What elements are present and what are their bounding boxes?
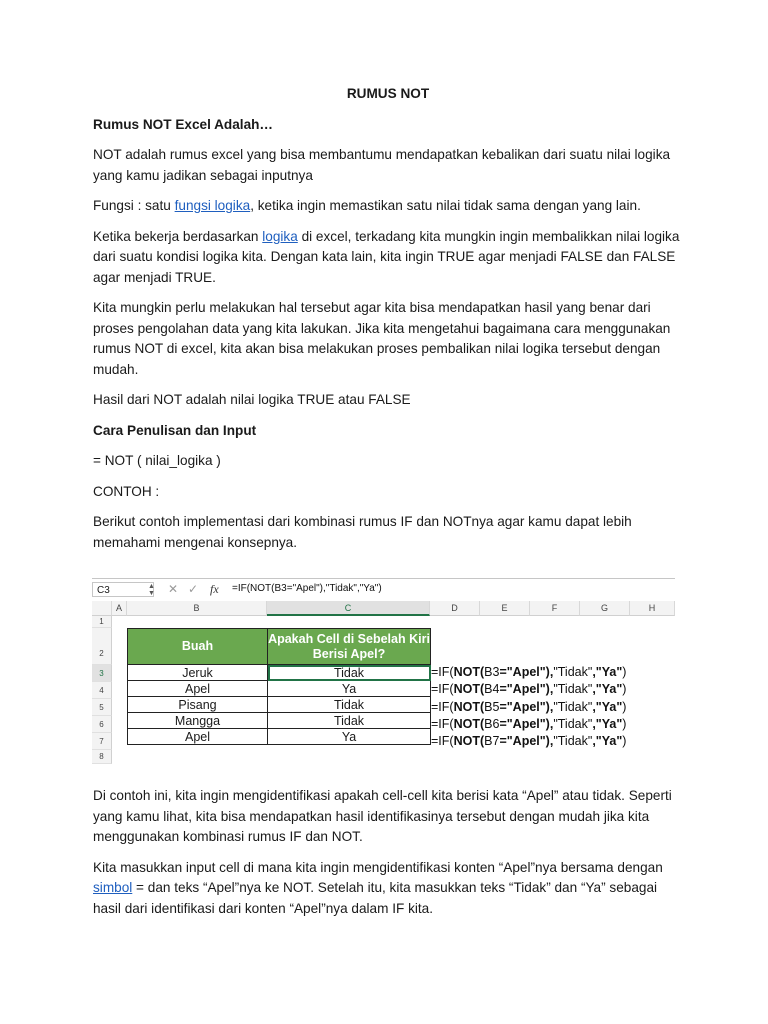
text-fragment: Kita masukkan input cell di mana kita ingin mengidentifikasi konten “Apel”nya bersama dengan <box>93 859 663 875</box>
paragraph-example-explain: Di contoh ini, kita ingin mengidentifikasi apakah cell-cell kita berisi kata “Apel” atau tidak. Seperti yang kamu lihat, kita bisa mendapatkan hasil identifikasinya tersebut dengan mudah jika kita menggunakan kombinasi rumus IF dan NOT. <box>93 788 672 844</box>
link-fungsi-logika[interactable]: fungsi logika <box>174 198 251 213</box>
formula-token: NOT( <box>453 734 485 749</box>
formula-token: NOT( <box>453 682 485 697</box>
formula-token: ="Apel") <box>499 716 550 731</box>
formula-token: NOT( <box>453 716 485 731</box>
cell-buah[interactable]: Mangga <box>128 713 268 729</box>
excel-screenshot <box>92 578 675 766</box>
formula-token: =IF( <box>431 734 454 749</box>
select-all-corner[interactable] <box>92 601 112 616</box>
example-label: CONTOH : <box>93 483 160 499</box>
cell-hasil[interactable]: Tidak <box>268 713 431 729</box>
formula-token: ) <box>622 682 627 697</box>
formula-token: ="Apel") <box>499 682 550 697</box>
formula-token: NOT( <box>453 665 485 679</box>
text-fragment: di excel, terkadang kita mungkin ingin membalikkan nilai logika dari suatu kondisi logika kita. Dengan kata lain, kita ingin TRUE agar menjadi FALSE dan FALSE agar menjadi TRUE. <box>93 228 680 285</box>
formula-token: "Ya" <box>595 734 623 749</box>
formula-token: "Tidak" <box>553 682 593 697</box>
formula-annotation-row <box>431 716 626 733</box>
formula-token: =IF( <box>431 716 454 731</box>
formula-token: =IF( <box>431 699 454 714</box>
formula-token: , <box>549 699 554 714</box>
formula-token: "Ya" <box>595 716 623 731</box>
column-header-d[interactable]: D <box>430 601 480 616</box>
formula-annotation-row <box>431 681 626 698</box>
formula-token: "Ya" <box>595 699 623 714</box>
header-question[interactable]: Apakah Cell di Sebelah Kiri Berisi Apel? <box>268 629 431 665</box>
formula-token: , <box>549 665 554 679</box>
table-row <box>128 665 431 681</box>
column-header-a[interactable]: A <box>112 601 127 616</box>
formula-token: "Tidak" <box>553 665 593 679</box>
formula-token: ) <box>622 699 627 714</box>
header-buah[interactable]: Buah <box>128 629 268 665</box>
name-box[interactable]: C3 <box>92 582 154 597</box>
formula-token: B6 <box>484 716 500 731</box>
column-header-b[interactable]: B <box>127 601 267 616</box>
formula-token: B4 <box>484 682 500 697</box>
formula-token: ) <box>622 734 627 749</box>
paragraph-result: Hasil dari NOT adalah nilai logika TRUE atau FALSE <box>93 392 411 407</box>
paragraph-function <box>93 196 683 217</box>
fruit-table <box>127 628 431 745</box>
formula-annotation-row <box>431 733 626 750</box>
section-heading-syntax: Cara Penulisan dan Input <box>93 422 257 438</box>
formula-token: ) <box>622 716 627 731</box>
column-header-f[interactable]: F <box>530 601 580 616</box>
formula-token: , <box>549 734 554 749</box>
formula-token: "Ya" <box>595 682 623 697</box>
link-simbol[interactable]: simbol <box>93 880 133 895</box>
paragraph-logic <box>93 227 683 289</box>
cell-hasil[interactable]: Tidak <box>268 697 431 713</box>
function-fx-icon[interactable]: fx <box>210 582 219 596</box>
formula-token: "Ya" <box>595 665 623 679</box>
table-row <box>128 697 431 713</box>
formula-token: , <box>592 699 596 714</box>
formula-token: B3 <box>484 665 500 679</box>
cell-buah[interactable]: Pisang <box>128 697 268 713</box>
row-header-5[interactable]: 5 <box>92 699 112 716</box>
formula-token: , <box>592 734 596 749</box>
paragraph-definition: NOT adalah rumus excel yang bisa membantumu mendapatkan kebalikan dari suatu nilai logika yang kamu jadikan sebagai inputnya <box>93 147 671 183</box>
formula-annotation-row <box>431 664 626 681</box>
formula-token: NOT( <box>453 699 485 714</box>
formula-token: , <box>549 716 554 731</box>
formula-token: , <box>549 682 554 697</box>
formula-token: =IF( <box>431 682 454 697</box>
formula-token: "Tidak" <box>553 699 593 714</box>
row-header-2[interactable]: 2 <box>92 628 112 665</box>
row-header-8[interactable]: 8 <box>92 750 112 764</box>
formula-token: ) <box>622 665 627 679</box>
table-header-row <box>128 629 431 665</box>
cell-buah[interactable]: Jeruk <box>128 665 268 681</box>
link-logika[interactable]: logika <box>262 228 298 244</box>
cell-hasil[interactable]: Ya <box>268 681 431 697</box>
cell-hasil-active[interactable]: Tidak <box>268 665 431 681</box>
column-header-g[interactable]: G <box>580 601 630 616</box>
name-box-arrow-icon[interactable]: ▲ ▼ <box>148 583 155 597</box>
formula-token: , <box>592 665 596 679</box>
formula-annotation-row <box>431 699 626 716</box>
formula-bar <box>92 578 675 602</box>
syntax-line: = NOT ( nilai_logika ) <box>93 453 221 468</box>
row-header-3[interactable]: 3 <box>92 665 112 682</box>
formula-token: "Tidak" <box>553 734 593 749</box>
paragraph-reason: Kita mungkin perlu melakukan hal tersebut agar kita bisa mendapatkan hasil yang benar dari proses pengolahan data yang kita lakukan. Jika kita mengetahui bagaimana cara menggunakan rumus NOT di excel, kita akan bisa melakukan proses pembalikan nilai logika tersebut dengan mudah. <box>93 300 671 377</box>
cell-hasil[interactable]: Ya <box>268 729 431 745</box>
paragraph-example-intro: Berikut contoh implementasi dari kombinasi rumus IF dan NOTnya agar kamu dapat lebih memahami mengenai konsepnya. <box>93 514 632 550</box>
formula-input[interactable]: =IF(NOT(B3="Apel"),"Tidak","Ya") <box>232 583 382 594</box>
cell-buah[interactable]: Apel <box>128 729 268 745</box>
row-header-4[interactable]: 4 <box>92 682 112 699</box>
section-heading-definition: Rumus NOT Excel Adalah… <box>93 116 274 132</box>
table-row <box>128 681 431 697</box>
formula-token: , <box>592 682 596 697</box>
formula-token: B5 <box>484 699 500 714</box>
document-content-lower <box>93 786 683 929</box>
paragraph-input-explain <box>93 858 683 920</box>
check-icon[interactable]: ✓ <box>188 582 199 596</box>
formula-token: B7 <box>484 734 500 749</box>
document-title: RUMUS NOT <box>346 86 430 101</box>
formula-token: =IF( <box>431 665 454 679</box>
row-header-7[interactable]: 7 <box>92 733 112 750</box>
formula-token: ="Apel") <box>499 734 550 749</box>
cell-buah[interactable]: Apel <box>128 681 268 697</box>
text-fragment: , ketika ingin memastikan satu nilai tidak sama dengan yang lain. <box>250 198 641 213</box>
row-header-1[interactable]: 1 <box>92 616 112 628</box>
column-header-c[interactable]: C <box>267 601 430 616</box>
table-row <box>128 713 431 729</box>
text-fragment: Ketika bekerja berdasarkan <box>93 228 263 244</box>
formula-token: "Tidak" <box>553 716 593 731</box>
formula-annotations <box>431 664 626 750</box>
formula-token: ="Apel") <box>499 665 550 679</box>
text-fragment: = dan teks “Apel”nya ke NOT. Setelah itu, kita masukkan teks “Tidak” dan “Ya” sebagai hasil dari identifikasi dari konten “Apel”nya dalam IF kita. <box>93 880 658 916</box>
column-header-h[interactable]: H <box>630 601 675 616</box>
formula-token: , <box>592 716 596 731</box>
column-header-e[interactable]: E <box>480 601 530 616</box>
document-content <box>93 84 683 563</box>
row-header-6[interactable]: 6 <box>92 716 112 733</box>
table-row <box>128 729 431 745</box>
cancel-icon[interactable]: ✕ <box>168 582 179 596</box>
formula-token: ="Apel") <box>499 699 550 714</box>
text-fragment: Fungsi : satu <box>93 198 175 213</box>
